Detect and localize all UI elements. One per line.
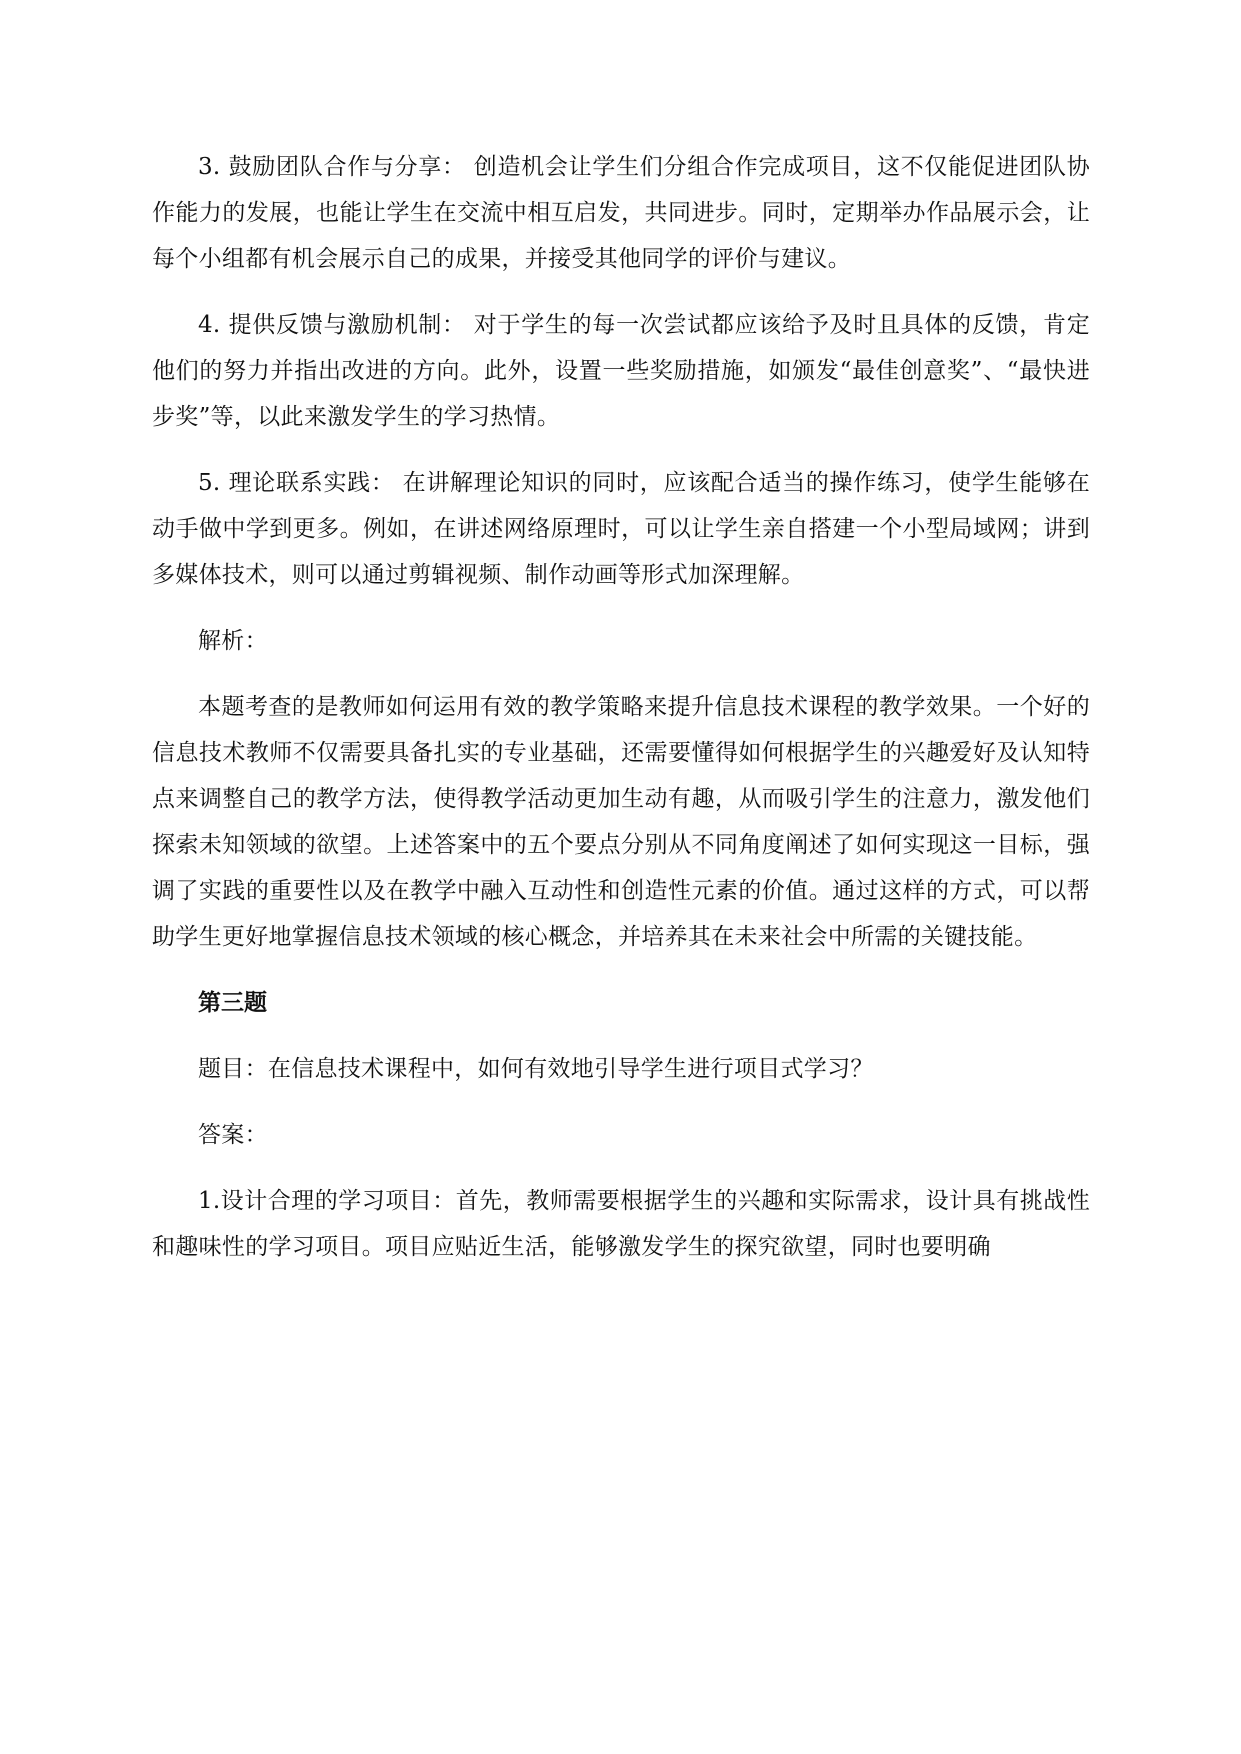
question-paragraph: 题目：在信息技术课程中，如何有效地引导学生进行项目式学习？ bbox=[198, 1056, 874, 1082]
answer-label: 答案： bbox=[198, 1122, 268, 1148]
analysis-paragraph: 本题考查的是教师如何运用有效的教学策略来提升信息技术课程的教学效果。一个好的信息技术教师不仅需要具备扎实的专业基础，还需要懂得如何根据学生的兴趣爱好及认知特点来调整自己的教学方法，使得教学活动更加生动有趣，从而吸引学生的注意力，激发他们探索未知领域的欲望。上述答案中的五个要点分别从不同角度阐述了如何实现这一目标，强调了实践的重要性以及在教学中融入互动性和创造性元素的价值。通过这样的方式，可以帮助学生更好地掌握信息技术领域的核心概念，并培养其在未来社会中所需的关键技能。 bbox=[152, 694, 1090, 950]
document-body bbox=[152, 144, 1090, 1290]
paragraph-point-4: 4. 提供反馈与激励机制： 对于学生的每一次尝试都应该给予及时且具体的反馈，肯定他们的努力并指出改进的方向。此外，设置一些奖励措施，如颁发“最佳创意奖”、“最快进步奖”等，以此来激发学生的学习热情。 bbox=[152, 312, 1090, 430]
section-heading: 第三题 bbox=[198, 990, 267, 1016]
answer-point-1: 1.设计合理的学习项目：首先，教师需要根据学生的兴趣和实际需求，设计具有挑战性和趣味性的学习项目。项目应贴近生活，能够激发学生的探究欲望，同时也要明确 bbox=[152, 1188, 1090, 1260]
paragraph-point-5: 5. 理论联系实践： 在讲解理论知识的同时，应该配合适当的操作练习，使学生能够在动手做中学到更多。例如，在讲述网络原理时，可以让学生亲自搭建一个小型局域网；讲到多媒体技术，则可以通过剪辑视频、制作动画等形式加深理解。 bbox=[152, 470, 1090, 588]
analysis-label: 解析： bbox=[198, 628, 268, 654]
paragraph-point-3: 3. 鼓励团队合作与分享： 创造机会让学生们分组合作完成项目，这不仅能促进团队协作能力的发展，也能让学生在交流中相互启发，共同进步。同时，定期举办作品展示会，让每个小组都有机会展示自己的成果，并接受其他同学的评价与建议。 bbox=[152, 154, 1090, 272]
